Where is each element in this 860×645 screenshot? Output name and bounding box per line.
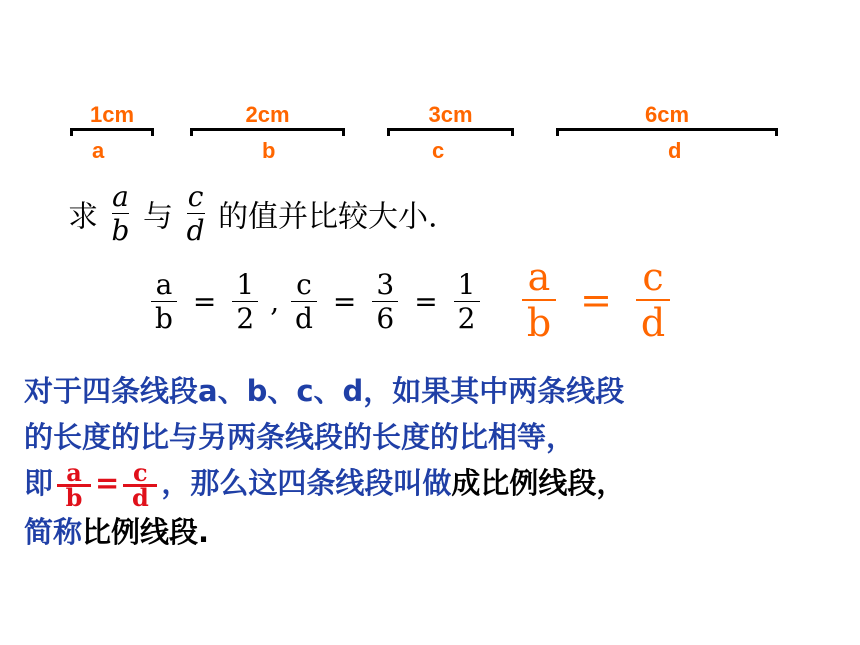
equals-sign: = [192, 285, 217, 318]
frac-numerator: 3 [376, 268, 395, 301]
frac-denominator: b [155, 302, 173, 335]
segment-a-line [70, 128, 154, 136]
definition-line-3 [24, 457, 824, 512]
frac-numerator: a [112, 180, 129, 213]
segment-c-label: c [432, 138, 445, 163]
definition-ji: 即 [24, 466, 54, 500]
result-frac-ab [522, 255, 556, 345]
equals-sign: = [95, 466, 120, 500]
question-joiner: 与 [143, 199, 174, 235]
frac-numerator: 1 [457, 268, 476, 301]
definition-line-4 [24, 509, 824, 555]
segment-b-label: b [262, 138, 276, 163]
question-suffix: 的值并比较大小. [218, 199, 438, 235]
question-frac-ab [112, 180, 130, 247]
frac-denominator: 2 [236, 302, 255, 335]
segment-a [70, 103, 154, 165]
segment-d-label: d [668, 138, 682, 163]
frac-numerator: 1 [236, 268, 255, 301]
segment-b-line [190, 128, 345, 136]
segment-c-length: 3cm [428, 102, 473, 127]
frac-denominator: d [131, 482, 149, 512]
frac-numerator: c [296, 268, 312, 301]
definition-line-2: 的长度的比与另两条线段的长度的比相等， [24, 420, 576, 454]
question-frac-cd [187, 180, 205, 247]
frac-denominator: d [186, 214, 205, 247]
frac-numerator: c [187, 180, 204, 213]
frac-denominator: 6 [376, 302, 395, 335]
equals-sign: = [332, 285, 357, 318]
segment-b-length: 2cm [245, 102, 290, 127]
equals-sign: = [580, 278, 612, 322]
question [68, 180, 438, 247]
segment-c [387, 103, 514, 165]
segment-c-line [387, 128, 514, 136]
proportion-result [522, 255, 670, 345]
calc-frac-cd [291, 268, 317, 335]
comma: , [270, 285, 280, 318]
equals-sign: = [414, 285, 438, 318]
question-prefix: 求 [68, 199, 98, 235]
frac-denominator: 2 [457, 302, 476, 335]
term-short: 比例线段. [82, 514, 210, 549]
segment-d [556, 103, 778, 165]
result-frac-cd [636, 255, 670, 345]
definition-mid: ，那么这四条线段叫做 [161, 466, 452, 500]
definition-abbrev: 简称 [24, 514, 83, 549]
definition-frac-cd [123, 457, 157, 512]
definition-paragraph [24, 368, 824, 555]
frac-numerator: a [527, 255, 551, 299]
computation [148, 268, 483, 335]
segment-a-label: a [92, 138, 105, 163]
segment-d-length: 6cm [644, 102, 690, 127]
calc-frac-three-six [372, 268, 398, 335]
frac-denominator: b [65, 482, 83, 512]
term-proportional-segments: 成比例线段， [451, 466, 626, 500]
frac-numerator: a [155, 268, 173, 301]
segment-a-length: 1cm [89, 102, 135, 127]
frac-numerator: a [66, 457, 82, 487]
segment-b [190, 103, 345, 165]
frac-denominator: d [640, 301, 666, 345]
frac-numerator: c [133, 457, 148, 487]
frac-denominator: b [526, 301, 552, 345]
frac-numerator: c [642, 255, 664, 299]
calc-frac-half-2 [454, 268, 480, 335]
definition-line-1: 对于四条线段a、b、c、d，如果其中两条线段 [24, 374, 625, 408]
calc-frac-half-1 [232, 268, 258, 335]
segment-d-line [556, 128, 778, 136]
definition-frac-ab [57, 457, 91, 512]
frac-denominator: d [295, 302, 313, 335]
calc-frac-ab [151, 268, 177, 335]
frac-denominator: b [111, 214, 130, 247]
